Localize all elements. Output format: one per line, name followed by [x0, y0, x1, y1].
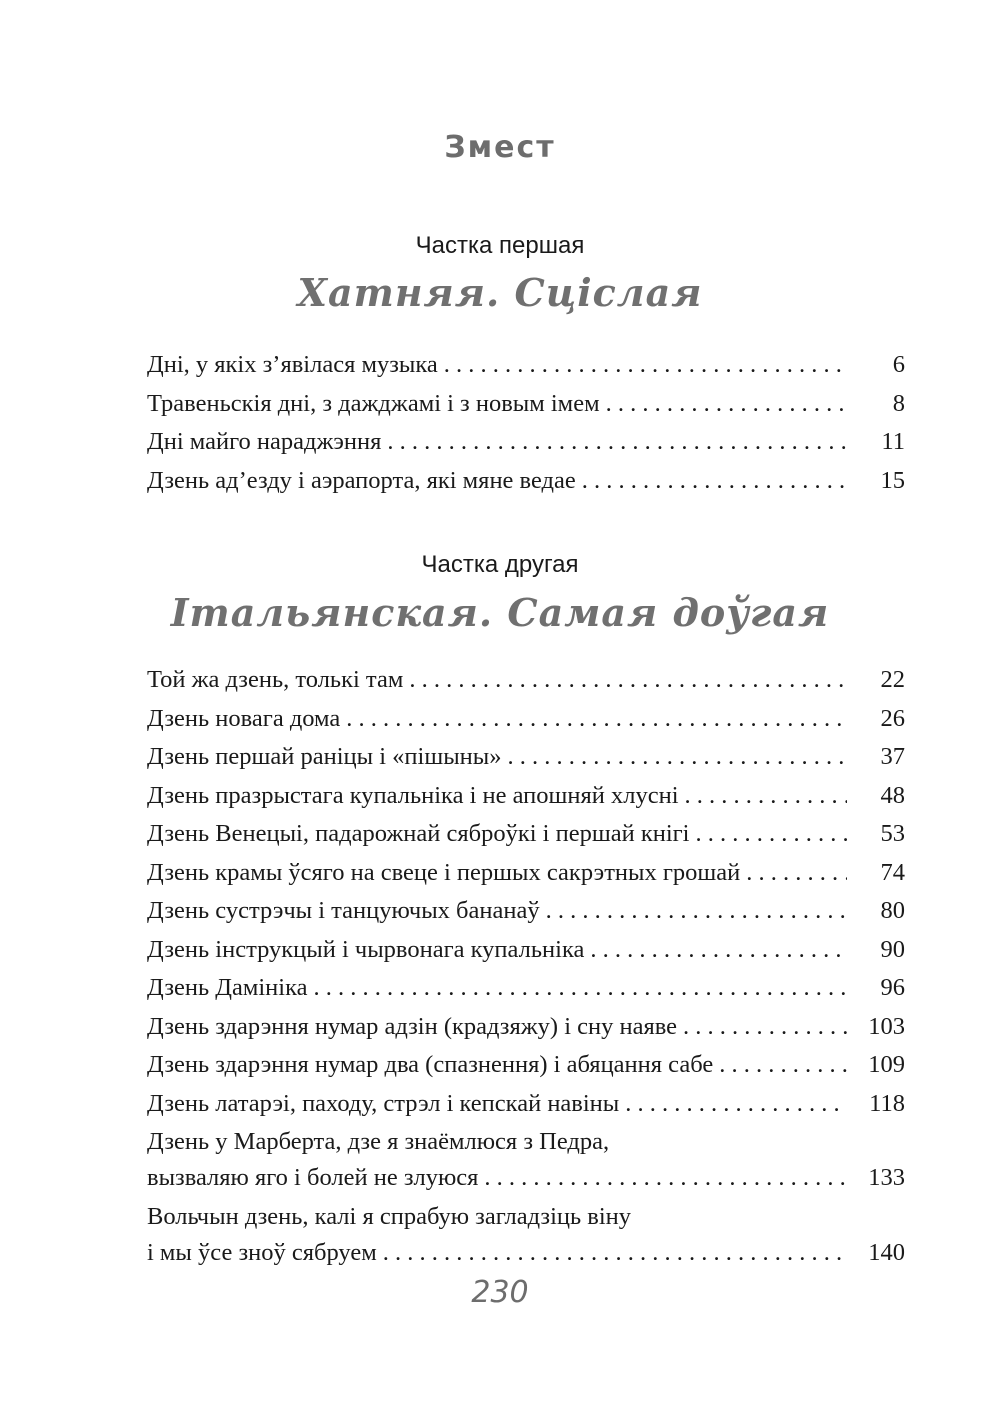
toc-entry-title: Дзень празрыстага купальніка і не апошняй хлусні [147, 781, 679, 809]
leader-dots [444, 350, 847, 380]
toc-entry[interactable] [147, 1127, 905, 1202]
part-1-label: Частка першая [415, 232, 585, 259]
leader-dots [546, 896, 847, 926]
toc-entry-page: 96 [880, 974, 905, 1001]
toc-entry-title: Дзень новага дома [147, 704, 341, 732]
toc-entry[interactable] [147, 1089, 905, 1128]
toc-entry-page: 90 [880, 935, 905, 963]
leader-dots [484, 1163, 847, 1193]
leader-dots [683, 1012, 847, 1042]
toc-entry-title: Дзень Венецыі, падарожнай сяброўкі і першай кнігі [147, 820, 690, 847]
part-2-toc [147, 665, 905, 1277]
part-2-label: Частка другая [421, 551, 579, 578]
leader-dots [746, 858, 847, 888]
toc-entry-page: 133 [868, 1164, 905, 1191]
toc-entry-page: 53 [880, 820, 905, 847]
toc-entry[interactable] [147, 973, 905, 1012]
toc-entry-title: Дзень ад’езду і аэрапорта, які мяне ведае [147, 466, 576, 494]
leader-dots [625, 1089, 847, 1119]
toc-entry-title: Дзень у Марберта, дзе я знаёмлюся з Педра, [147, 1128, 610, 1155]
toc-entry-title: Дні майго нараджэння [147, 428, 382, 455]
leader-dots [314, 973, 847, 1003]
toc-entry[interactable] [147, 935, 905, 974]
toc-entry-page: 8 [892, 389, 905, 417]
toc-entry-page: 6 [892, 351, 905, 378]
part-2-title: Італьянская. Самая доўгая [170, 590, 830, 635]
part-1-title: Хатняя. Сціслая [297, 270, 703, 315]
toc-entry-title: Дзень сустрэчы і танцуючых бананаў [147, 897, 540, 924]
toc-entry-page: 15 [880, 466, 905, 494]
toc-entry-title: Травеньскія дні, з дажджамі і з новым імем [147, 389, 600, 417]
toc-entry[interactable] [147, 896, 905, 935]
toc-entry-title: Дзень здарэння нумар адзін (крадзяжу) і сну наяве [147, 1012, 678, 1040]
toc-entry[interactable] [147, 742, 905, 781]
toc-entry-title-continued: вызваляю яго і болей не злуюся [147, 1164, 479, 1191]
toc-entry[interactable] [147, 1202, 905, 1277]
toc-entry-title: Дні, у якіх з’явілася музыка [147, 351, 438, 378]
leader-dots [606, 389, 847, 419]
toc-entry[interactable] [147, 704, 905, 743]
leader-dots [696, 819, 848, 849]
toc-entry-title: Дзень латарэі, паходу, стрэл і кепскай навіны [147, 1089, 620, 1117]
toc-entry[interactable] [147, 1012, 905, 1051]
leader-dots [507, 742, 847, 772]
leader-dots [719, 1050, 847, 1080]
leader-dots [387, 427, 847, 457]
leader-dots [582, 466, 847, 496]
leader-dots [685, 781, 847, 811]
toc-entry-page: 11 [881, 428, 905, 455]
toc-entry-page: 74 [880, 858, 905, 886]
toc-entry-title: Вольчын дзень, калі я спрабую загладзіць віну [147, 1203, 632, 1230]
toc-entry-title: Дзень крамы ўсяго на свеце і першых сакрэтных грошай [147, 858, 741, 886]
leader-dots [590, 935, 847, 965]
toc-entry[interactable] [147, 350, 905, 389]
toc-entry-page: 109 [868, 1051, 905, 1078]
page-title: Змест [444, 130, 556, 165]
toc-entry-page: 37 [880, 743, 905, 770]
toc-entry-title: Той жа дзень, толькі там [147, 666, 404, 693]
toc-entry-page: 118 [869, 1089, 905, 1117]
toc-entry-page: 22 [880, 666, 905, 693]
toc-entry[interactable] [147, 858, 905, 897]
toc-entry-page: 26 [880, 704, 905, 732]
toc-entry-title-continued: і мы ўсе зноў сябруем [147, 1239, 377, 1266]
toc-entry[interactable] [147, 665, 905, 704]
leader-dots [383, 1238, 847, 1268]
toc-entry-title: Дзень першай раніцы і «пішыны» [147, 743, 502, 770]
toc-entry-page: 80 [880, 897, 905, 924]
toc-entry[interactable] [147, 1050, 905, 1089]
toc-entry[interactable] [147, 427, 905, 466]
toc-entry-title: Дзень здарэння нумар два (спазнення) і абяцання сабе [147, 1051, 714, 1078]
part-1-toc [147, 350, 905, 504]
toc-entry[interactable] [147, 389, 905, 428]
toc-entry-page: 103 [868, 1012, 905, 1040]
page-number: 230 [471, 1275, 529, 1310]
toc-entry[interactable] [147, 781, 905, 820]
leader-dots [409, 665, 847, 695]
toc-entry-page: 140 [868, 1239, 905, 1266]
toc-entry-page: 48 [880, 781, 905, 809]
toc-entry-title: Дзень Дамініка [147, 974, 308, 1001]
leader-dots [346, 704, 847, 734]
toc-entry-title: Дзень інструкцый і чырвонага купальніка [147, 935, 585, 963]
toc-entry[interactable] [147, 819, 905, 858]
toc-entry[interactable] [147, 466, 905, 505]
